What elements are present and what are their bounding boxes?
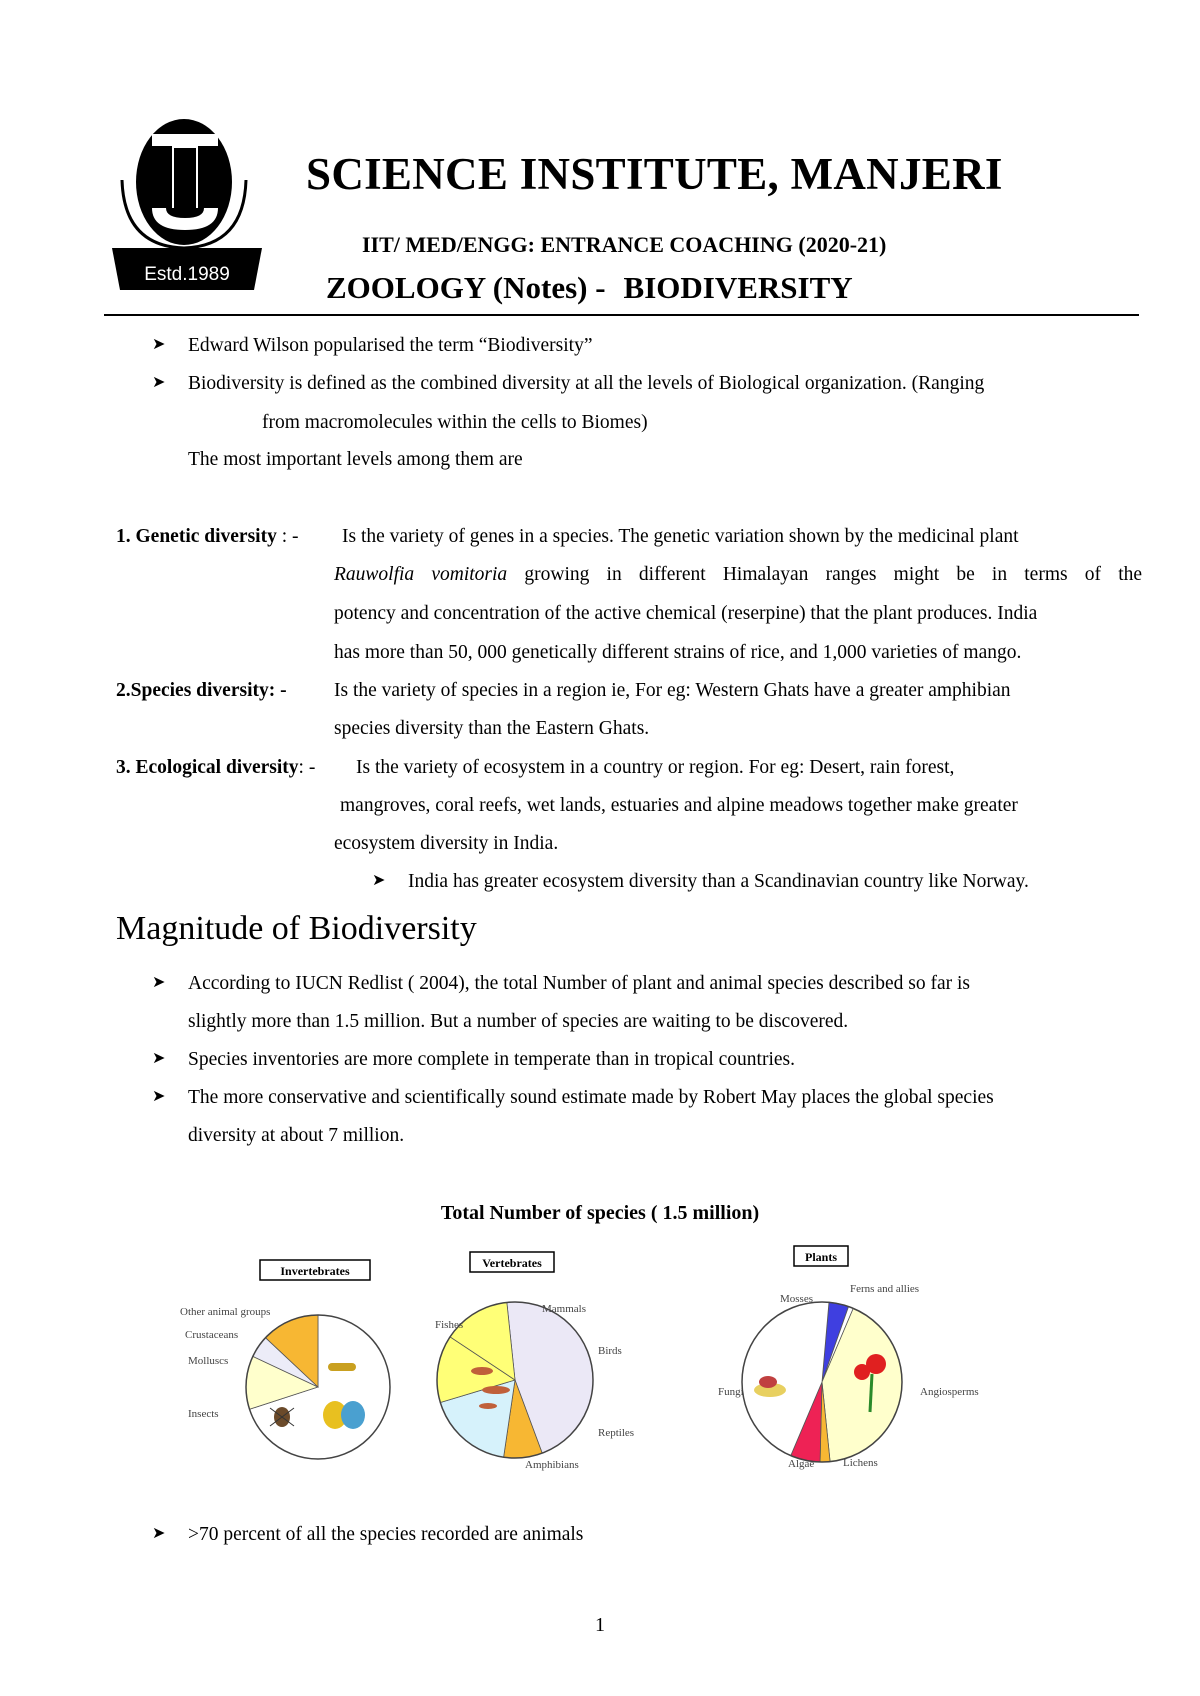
magnitude-bullet-1-line-1: According to IUCN Redlist ( 2004), the total Number of plant and animal species described so far is: [188, 973, 970, 994]
label-molluscs: Molluscs: [188, 1355, 229, 1367]
ecological-line-3: ecosystem diversity in India.: [334, 833, 559, 854]
institute-logo: [112, 118, 262, 290]
label-lichens: Lichens: [843, 1457, 878, 1469]
coaching-subtitle: IIT/ MED/ENGG: ENTRANCE COACHING (2020-21): [362, 232, 887, 257]
species-line-1: Is the variety of species in a region ie, For eg: Western Ghats have a greater amphibian: [334, 680, 1011, 701]
subject-topic: BIODIVERSITY: [623, 270, 853, 305]
label-crustaceans: Crustaceans: [185, 1329, 239, 1341]
levels-intro: The most important levels among them are: [188, 449, 523, 470]
intro-bullet-1: Edward Wilson popularised the term “Biodiversity”: [188, 335, 593, 356]
animals-percentage-bullet: >70 percent of all the species recorded are animals: [188, 1524, 584, 1545]
arrow-bullet-icon: ➤: [152, 1050, 166, 1067]
pie-chart-plants: [718, 1246, 979, 1470]
label-ferns-and-allies: Ferns and allies: [850, 1283, 920, 1295]
label-angiosperms: Angiosperms: [920, 1386, 979, 1398]
genetic-line-2: Rauwolfia vomitoria growing in different Himalayan ranges might be in terms of the: [334, 564, 1143, 585]
arrow-bullet-icon: ➤: [152, 336, 166, 353]
label-fishes: Fishes: [435, 1319, 464, 1331]
species-diversity-label: 2.Species diversity: -: [116, 680, 287, 701]
genetic-line-3: potency and concentration of the active chemical (reserpine) that the plant produces. India: [334, 603, 1038, 624]
arrow-bullet-icon: ➤: [152, 1525, 166, 1542]
ecological-line-2: mangroves, coral reefs, wet lands, estuaries and alpine meadows together make greater: [340, 795, 1018, 816]
arrow-bullet-icon: ➤: [152, 1088, 166, 1105]
invertebrates-title: Invertebrates: [280, 1264, 350, 1278]
invertebrates-slices: [246, 1315, 390, 1459]
header-divider: [104, 314, 1139, 316]
label-fungi: Fungi: [718, 1386, 744, 1398]
magnitude-bullet-2: Species inventories are more complete in temperate than in tropical countries.: [188, 1049, 795, 1070]
arrow-bullet-icon: ➤: [152, 374, 166, 391]
label-reptiles: Reptiles: [598, 1427, 635, 1439]
section-title-magnitude: Magnitude of Biodiversity: [116, 910, 477, 947]
species-line-2: species diversity than the Eastern Ghats.: [334, 718, 650, 739]
label-insects: Insects: [188, 1408, 219, 1420]
genetic-line-4: has more than 50, 000 genetically different strains of rice, and 1,000 varieties of mango.: [334, 642, 1022, 663]
label-mammals: Mammals: [542, 1303, 586, 1315]
magnitude-bullet-3-line-1: The more conservative and scientifically sound estimate made by Robert May places the global species: [188, 1087, 994, 1108]
label-birds: Birds: [598, 1345, 622, 1357]
pie-chart-invertebrates: [180, 1260, 390, 1459]
page-number: 1: [595, 1614, 605, 1636]
ecological-line-1: Is the variety of ecosystem in a country or region. For eg: Desert, rain forest,: [356, 757, 955, 778]
arrow-bullet-icon: ➤: [152, 974, 166, 991]
magnitude-bullet-3-line-2: diversity at about 7 million.: [188, 1125, 405, 1146]
magnitude-bullet-1-line-2: slightly more than 1.5 million. But a number of species are waiting to be discovered.: [188, 1011, 849, 1032]
intro-bullet-2-line-1: Biodiversity is defined as the combined diversity at all the levels of Biological organization. (Ranging: [188, 373, 985, 394]
genetic-diversity-label: 1. Genetic diversity : -: [116, 526, 299, 547]
pie-chart-vertebrates: [435, 1252, 634, 1471]
subject-prefix: ZOOLOGY (Notes) -: [326, 270, 606, 305]
intro-bullet-2-line-2: from macromolecules within the cells to Biomes): [262, 412, 648, 433]
label-amphibians: Amphibians: [525, 1459, 579, 1471]
ecological-bullet: India has greater ecosystem diversity than a Scandinavian country like Norway.: [408, 871, 1029, 892]
ecological-diversity-label: 3. Ecological diversity: -: [116, 757, 316, 778]
institute-name: SCIENCE INSTITUTE, MANJERI: [306, 149, 1003, 199]
genetic-line-1: Is the variety of genes in a species. The genetic variation shown by the medicinal plant: [342, 526, 1019, 547]
logo-estd: Estd.1989: [144, 264, 230, 285]
vertebrates-title: Vertebrates: [482, 1256, 542, 1270]
label-mosses: Mosses: [780, 1293, 814, 1305]
label-other-animal-groups: Other animal groups: [180, 1306, 271, 1318]
species-pie-charts: [170, 1240, 1030, 1480]
figure-title: Total Number of species ( 1.5 million): [440, 1202, 760, 1224]
arrow-bullet-icon: ➤: [372, 872, 386, 889]
subject-title: [326, 270, 853, 306]
label-algae: Algae: [788, 1458, 815, 1470]
plants-title: Plants: [804, 1250, 838, 1264]
